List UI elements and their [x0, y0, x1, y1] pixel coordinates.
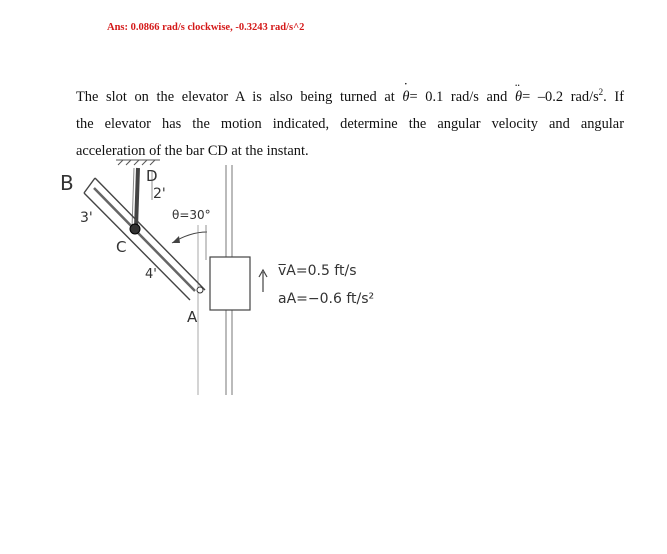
pin-c — [130, 224, 140, 234]
label-c: C — [116, 238, 127, 256]
va-label: v̅A=0.5 ft/s — [278, 263, 357, 279]
elevator-block — [210, 257, 250, 310]
label-b: B — [60, 171, 74, 195]
answer-text: Ans: 0.0866 rad/s clockwise, -0.3243 rad/s^2 — [107, 22, 305, 33]
label-2: 2' — [153, 186, 166, 202]
bar-cd — [136, 168, 138, 228]
label-a: A — [187, 308, 198, 326]
theta-ddot: ¨ θ — [515, 84, 522, 111]
ground-support — [116, 160, 160, 165]
problem-line-3: acceleration of the bar CD at the instant. — [76, 143, 309, 159]
label-4: 4' — [145, 267, 157, 282]
velocity-arrow — [259, 270, 267, 292]
problem-line-1: The slot on the elevator A is also being turned at ˙ θ= 0.1 rad/s and ¨ θ= –0.2 rad/$s^2$. If — [76, 84, 624, 111]
theta-dot: ˙ θ — [402, 84, 409, 111]
label-d: D — [146, 167, 158, 185]
aa-label: aA=−0.6 ft/s² — [278, 291, 375, 307]
pin-a — [197, 287, 203, 293]
theta-label: θ=30° — [172, 208, 211, 222]
problem-line-2: the elevator has the motion indicated, determine the angular velocity and angular — [76, 116, 624, 132]
label-3: 3' — [80, 210, 93, 226]
